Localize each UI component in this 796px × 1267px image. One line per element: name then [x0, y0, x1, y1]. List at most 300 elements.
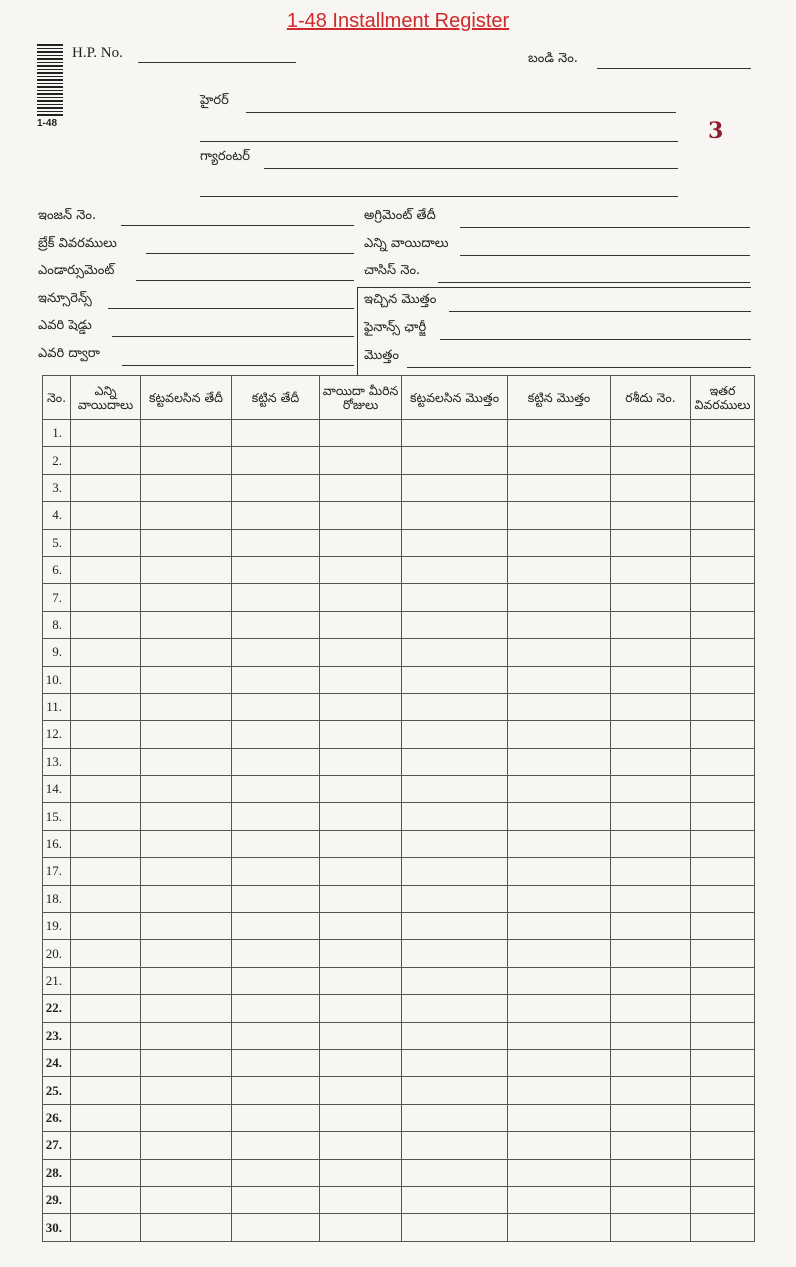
table-cell[interactable] [691, 639, 755, 666]
table-cell[interactable] [691, 1022, 755, 1049]
table-cell[interactable] [320, 447, 402, 474]
table-cell[interactable] [232, 1104, 320, 1131]
table-cell[interactable] [611, 885, 691, 912]
table-cell[interactable] [402, 776, 508, 803]
table-cell[interactable] [141, 721, 232, 748]
table-cell[interactable] [691, 885, 755, 912]
table-cell[interactable] [508, 776, 611, 803]
table-cell[interactable] [320, 693, 402, 720]
table-cell[interactable] [691, 1077, 755, 1104]
table-cell[interactable] [141, 447, 232, 474]
table-cell[interactable] [508, 885, 611, 912]
col-header-overdue-days: వాయిదా మీరిన రోజులు [320, 376, 402, 420]
table-cell[interactable] [691, 1049, 755, 1076]
table-cell[interactable] [232, 1132, 320, 1159]
whose-shed-label: ఎవరి షెడ్డు [38, 318, 92, 333]
table-cell[interactable] [508, 584, 611, 611]
table-cell[interactable] [232, 502, 320, 529]
table-cell[interactable] [71, 967, 141, 994]
table-cell[interactable] [320, 1022, 402, 1049]
table-cell[interactable] [71, 721, 141, 748]
table-cell[interactable] [402, 611, 508, 638]
table-cell[interactable] [691, 913, 755, 940]
table-cell[interactable] [141, 529, 232, 556]
table-cell[interactable] [71, 885, 141, 912]
table-cell[interactable] [611, 995, 691, 1022]
table-cell[interactable] [141, 995, 232, 1022]
table-cell[interactable] [232, 474, 320, 501]
table-cell[interactable] [402, 1214, 508, 1241]
table-cell[interactable] [508, 420, 611, 447]
table-row [43, 830, 755, 857]
table-cell[interactable] [691, 420, 755, 447]
table-cell[interactable] [508, 639, 611, 666]
table-cell[interactable] [691, 1104, 755, 1131]
table-cell[interactable] [320, 1049, 402, 1076]
table-cell[interactable] [71, 1022, 141, 1049]
row-number: 7. [43, 584, 71, 611]
finance-charge-field[interactable] [440, 339, 751, 340]
table-cell[interactable] [320, 885, 402, 912]
table-cell[interactable] [402, 447, 508, 474]
through-whom-field[interactable] [122, 365, 354, 366]
table-cell[interactable] [508, 556, 611, 583]
table-cell[interactable] [611, 693, 691, 720]
hirer-field-line2[interactable] [200, 141, 678, 142]
engine-no-field[interactable] [121, 225, 354, 226]
table-cell[interactable] [691, 803, 755, 830]
table-cell[interactable] [320, 967, 402, 994]
table-cell[interactable] [232, 693, 320, 720]
table-cell[interactable] [232, 529, 320, 556]
table-cell[interactable] [232, 1077, 320, 1104]
table-cell[interactable] [320, 1214, 402, 1241]
table-cell[interactable] [508, 830, 611, 857]
table-cell[interactable] [508, 693, 611, 720]
hirer-label: హైరర్ [200, 93, 229, 108]
table-cell[interactable] [691, 556, 755, 583]
table-cell[interactable] [232, 803, 320, 830]
table-cell[interactable] [611, 830, 691, 857]
row-number: 22. [43, 995, 71, 1022]
agreement-date-label: అగ్రిమెంట్ తేదీ [364, 208, 436, 223]
insurance-label: ఇన్సూరెన్స్ [38, 291, 92, 306]
table-row [43, 1022, 755, 1049]
table-cell[interactable] [320, 1159, 402, 1186]
table-cell[interactable] [141, 913, 232, 940]
table-cell[interactable] [508, 803, 611, 830]
table-row [43, 776, 755, 803]
insurance-field[interactable] [108, 308, 354, 309]
table-cell[interactable] [691, 693, 755, 720]
table-cell[interactable] [71, 639, 141, 666]
page-title: 1-48 Installment Register [286, 10, 510, 32]
table-cell[interactable] [320, 776, 402, 803]
table-cell[interactable] [232, 1049, 320, 1076]
table-cell[interactable] [611, 529, 691, 556]
table-cell[interactable] [402, 1132, 508, 1159]
hp-no-field[interactable] [138, 62, 296, 63]
table-cell[interactable] [232, 830, 320, 857]
table-cell[interactable] [71, 776, 141, 803]
table-cell[interactable] [611, 1132, 691, 1159]
table-cell[interactable] [71, 1077, 141, 1104]
table-cell[interactable] [611, 611, 691, 638]
table-cell[interactable] [141, 1186, 232, 1213]
table-cell[interactable] [71, 1186, 141, 1213]
table-cell[interactable] [71, 666, 141, 693]
table-cell[interactable] [232, 721, 320, 748]
table-cell[interactable] [508, 447, 611, 474]
brake-details-label: బ్రేక్ వివరములు [38, 236, 117, 251]
table-cell[interactable] [71, 1104, 141, 1131]
table-cell[interactable] [141, 858, 232, 885]
table-cell[interactable] [320, 556, 402, 583]
table-cell[interactable] [611, 556, 691, 583]
table-cell[interactable] [691, 995, 755, 1022]
table-cell[interactable] [508, 529, 611, 556]
table-row [43, 639, 755, 666]
col-header-installments: ఎన్ని వాయిదాలు [71, 376, 141, 420]
endorsement-field[interactable] [136, 280, 354, 281]
table-cell[interactable] [402, 885, 508, 912]
table-cell[interactable] [141, 1132, 232, 1159]
table-cell[interactable] [232, 584, 320, 611]
table-cell[interactable] [611, 639, 691, 666]
table-cell[interactable] [232, 748, 320, 775]
table-cell[interactable] [141, 1104, 232, 1131]
table-cell[interactable] [320, 502, 402, 529]
table-cell[interactable] [320, 529, 402, 556]
table-cell[interactable] [402, 721, 508, 748]
table-cell[interactable] [320, 995, 402, 1022]
table-cell[interactable] [320, 584, 402, 611]
row-number: 11. [43, 693, 71, 720]
col-header-due-amount: కట్టవలసిన మొత్తం [402, 376, 508, 420]
table-cell[interactable] [71, 803, 141, 830]
table-cell[interactable] [232, 1022, 320, 1049]
table-cell[interactable] [71, 693, 141, 720]
table-cell[interactable] [320, 721, 402, 748]
table-cell[interactable] [320, 1186, 402, 1213]
table-cell[interactable] [508, 748, 611, 775]
table-cell[interactable] [71, 611, 141, 638]
table-cell[interactable] [320, 611, 402, 638]
table-cell[interactable] [402, 967, 508, 994]
table-cell[interactable] [71, 556, 141, 583]
total-amount-field[interactable] [407, 367, 751, 368]
table-cell[interactable] [320, 830, 402, 857]
table-cell[interactable] [141, 830, 232, 857]
table-cell[interactable] [691, 529, 755, 556]
table-cell[interactable] [71, 913, 141, 940]
table-cell[interactable] [402, 474, 508, 501]
table-cell[interactable] [71, 474, 141, 501]
table-cell[interactable] [611, 803, 691, 830]
table-cell[interactable] [508, 1022, 611, 1049]
table-row [43, 502, 755, 529]
table-cell[interactable] [232, 967, 320, 994]
table-cell[interactable] [141, 420, 232, 447]
row-number: 21. [43, 967, 71, 994]
chassis-no-label: చాసిస్ నెం. [364, 263, 421, 278]
row-number: 18. [43, 885, 71, 912]
table-cell[interactable] [320, 803, 402, 830]
table-cell[interactable] [691, 967, 755, 994]
agreement-date-field[interactable] [460, 227, 750, 228]
table-cell[interactable] [402, 639, 508, 666]
table-cell[interactable] [611, 584, 691, 611]
table-cell[interactable] [611, 967, 691, 994]
table-cell[interactable] [611, 1077, 691, 1104]
table-cell[interactable] [508, 721, 611, 748]
hirer-field[interactable] [246, 112, 676, 113]
table-cell[interactable] [232, 940, 320, 967]
table-cell[interactable] [508, 502, 611, 529]
table-cell[interactable] [232, 420, 320, 447]
table-cell[interactable] [320, 940, 402, 967]
table-cell[interactable] [402, 858, 508, 885]
table-cell[interactable] [691, 474, 755, 501]
table-cell[interactable] [508, 1159, 611, 1186]
table-cell[interactable] [141, 474, 232, 501]
table-cell[interactable] [71, 995, 141, 1022]
table-cell[interactable] [508, 1104, 611, 1131]
table-cell[interactable] [402, 666, 508, 693]
table-cell[interactable] [508, 1049, 611, 1076]
table-cell[interactable] [402, 1104, 508, 1131]
table-cell[interactable] [611, 748, 691, 775]
row-number: 13. [43, 748, 71, 775]
table-cell[interactable] [508, 858, 611, 885]
table-row [43, 913, 755, 940]
table-cell[interactable] [71, 830, 141, 857]
table-cell[interactable] [402, 748, 508, 775]
table-row [43, 1159, 755, 1186]
table-cell[interactable] [232, 1186, 320, 1213]
table-cell[interactable] [508, 967, 611, 994]
table-row [43, 1104, 755, 1131]
table-cell[interactable] [508, 995, 611, 1022]
table-cell[interactable] [402, 913, 508, 940]
table-cell[interactable] [611, 502, 691, 529]
table-cell[interactable] [141, 940, 232, 967]
table-cell[interactable] [71, 420, 141, 447]
table-cell[interactable] [402, 1022, 508, 1049]
table-cell[interactable] [320, 639, 402, 666]
installments-count-field[interactable] [460, 255, 750, 256]
table-cell[interactable] [71, 1214, 141, 1241]
col-header-receipt-no: రశీదు నెం. [611, 376, 691, 420]
table-cell[interactable] [611, 666, 691, 693]
table-row [43, 1049, 755, 1076]
table-cell[interactable] [232, 1159, 320, 1186]
table-cell[interactable] [508, 474, 611, 501]
table-cell[interactable] [402, 803, 508, 830]
row-number: 27. [43, 1132, 71, 1159]
table-cell[interactable] [611, 474, 691, 501]
table-cell[interactable] [402, 1159, 508, 1186]
table-cell[interactable] [611, 858, 691, 885]
table-cell[interactable] [71, 748, 141, 775]
table-cell[interactable] [402, 529, 508, 556]
table-cell[interactable] [691, 611, 755, 638]
table-cell[interactable] [402, 1049, 508, 1076]
table-cell[interactable] [320, 748, 402, 775]
table-cell[interactable] [141, 611, 232, 638]
guarantor-field-line2[interactable] [200, 196, 678, 197]
table-cell[interactable] [71, 1049, 141, 1076]
table-cell[interactable] [691, 1214, 755, 1241]
table-cell[interactable] [71, 940, 141, 967]
table-cell[interactable] [402, 502, 508, 529]
table-cell[interactable] [402, 584, 508, 611]
table-cell[interactable] [320, 1104, 402, 1131]
table-cell[interactable] [232, 611, 320, 638]
given-amount-field[interactable] [449, 311, 751, 312]
table-cell[interactable] [691, 502, 755, 529]
table-cell[interactable] [232, 858, 320, 885]
table-cell[interactable] [141, 693, 232, 720]
table-cell[interactable] [232, 885, 320, 912]
table-cell[interactable] [141, 502, 232, 529]
row-number: 19. [43, 913, 71, 940]
row-number: 15. [43, 803, 71, 830]
brake-details-field[interactable] [146, 253, 354, 254]
table-cell[interactable] [611, 776, 691, 803]
table-cell[interactable] [232, 639, 320, 666]
table-cell[interactable] [611, 1022, 691, 1049]
table-cell[interactable] [691, 940, 755, 967]
table-cell[interactable] [141, 556, 232, 583]
table-cell[interactable] [320, 1077, 402, 1104]
table-cell[interactable] [611, 1214, 691, 1241]
table-cell[interactable] [691, 858, 755, 885]
table-cell[interactable] [141, 1214, 232, 1241]
bandi-no-field[interactable] [597, 68, 751, 69]
table-cell[interactable] [232, 995, 320, 1022]
table-cell[interactable] [508, 1186, 611, 1213]
table-cell[interactable] [320, 666, 402, 693]
table-cell[interactable] [611, 913, 691, 940]
table-cell[interactable] [141, 776, 232, 803]
table-cell[interactable] [71, 1132, 141, 1159]
table-cell[interactable] [611, 1159, 691, 1186]
table-row [43, 556, 755, 583]
table-cell[interactable] [508, 1132, 611, 1159]
table-cell[interactable] [71, 529, 141, 556]
row-number: 20. [43, 940, 71, 967]
table-cell[interactable] [691, 830, 755, 857]
guarantor-label: గ్యారంటర్ [200, 149, 250, 164]
table-cell[interactable] [691, 447, 755, 474]
whose-shed-field[interactable] [112, 336, 354, 337]
table-cell[interactable] [402, 420, 508, 447]
table-cell[interactable] [611, 721, 691, 748]
table-cell[interactable] [141, 803, 232, 830]
table-cell[interactable] [508, 940, 611, 967]
table-cell[interactable] [402, 693, 508, 720]
table-cell[interactable] [508, 1077, 611, 1104]
table-cell[interactable] [611, 447, 691, 474]
table-cell[interactable] [141, 967, 232, 994]
table-cell[interactable] [232, 556, 320, 583]
table-cell[interactable] [141, 666, 232, 693]
table-cell[interactable] [232, 447, 320, 474]
table-cell[interactable] [691, 721, 755, 748]
table-cell[interactable] [320, 420, 402, 447]
table-cell[interactable] [508, 913, 611, 940]
table-cell[interactable] [141, 584, 232, 611]
table-cell[interactable] [611, 1186, 691, 1213]
table-cell[interactable] [141, 1159, 232, 1186]
finance-charge-label: ఫైనాన్స్ ఛార్జీ [364, 320, 427, 335]
table-cell[interactable] [232, 666, 320, 693]
table-cell[interactable] [141, 1077, 232, 1104]
table-cell[interactable] [71, 502, 141, 529]
table-cell[interactable] [232, 913, 320, 940]
table-cell[interactable] [232, 776, 320, 803]
table-cell[interactable] [320, 913, 402, 940]
table-cell[interactable] [71, 447, 141, 474]
table-cell[interactable] [141, 1049, 232, 1076]
table-cell[interactable] [611, 940, 691, 967]
table-cell[interactable] [611, 1049, 691, 1076]
amount-box-top [357, 287, 751, 288]
table-row [43, 885, 755, 912]
row-number: 14. [43, 776, 71, 803]
table-cell[interactable] [320, 474, 402, 501]
col-header-due-date: కట్టవలసిన తేదీ [141, 376, 232, 420]
row-number: 4. [43, 502, 71, 529]
table-cell[interactable] [691, 1186, 755, 1213]
table-cell[interactable] [71, 858, 141, 885]
table-cell[interactable] [611, 1104, 691, 1131]
table-cell[interactable] [141, 1022, 232, 1049]
table-cell[interactable] [691, 1132, 755, 1159]
table-cell[interactable] [691, 584, 755, 611]
table-cell[interactable] [508, 666, 611, 693]
table-cell[interactable] [320, 1132, 402, 1159]
table-cell[interactable] [402, 1186, 508, 1213]
table-cell[interactable] [402, 556, 508, 583]
barcode-label: 1-48 [37, 118, 58, 129]
table-row [43, 995, 755, 1022]
table-cell[interactable] [141, 885, 232, 912]
table-cell[interactable] [141, 639, 232, 666]
table-cell[interactable] [402, 940, 508, 967]
table-cell[interactable] [71, 584, 141, 611]
table-cell[interactable] [141, 748, 232, 775]
table-cell[interactable] [611, 420, 691, 447]
table-cell[interactable] [691, 666, 755, 693]
table-cell[interactable] [691, 748, 755, 775]
table-cell[interactable] [402, 830, 508, 857]
chassis-no-field[interactable] [438, 282, 750, 283]
table-cell[interactable] [402, 1077, 508, 1104]
table-cell[interactable] [232, 1214, 320, 1241]
table-cell[interactable] [402, 995, 508, 1022]
table-cell[interactable] [508, 1214, 611, 1241]
table-cell[interactable] [691, 776, 755, 803]
table-cell[interactable] [691, 1159, 755, 1186]
row-number: 25. [43, 1077, 71, 1104]
guarantor-field[interactable] [264, 168, 678, 169]
table-cell[interactable] [508, 611, 611, 638]
table-cell[interactable] [71, 1159, 141, 1186]
table-cell[interactable] [320, 858, 402, 885]
table-row [43, 748, 755, 775]
